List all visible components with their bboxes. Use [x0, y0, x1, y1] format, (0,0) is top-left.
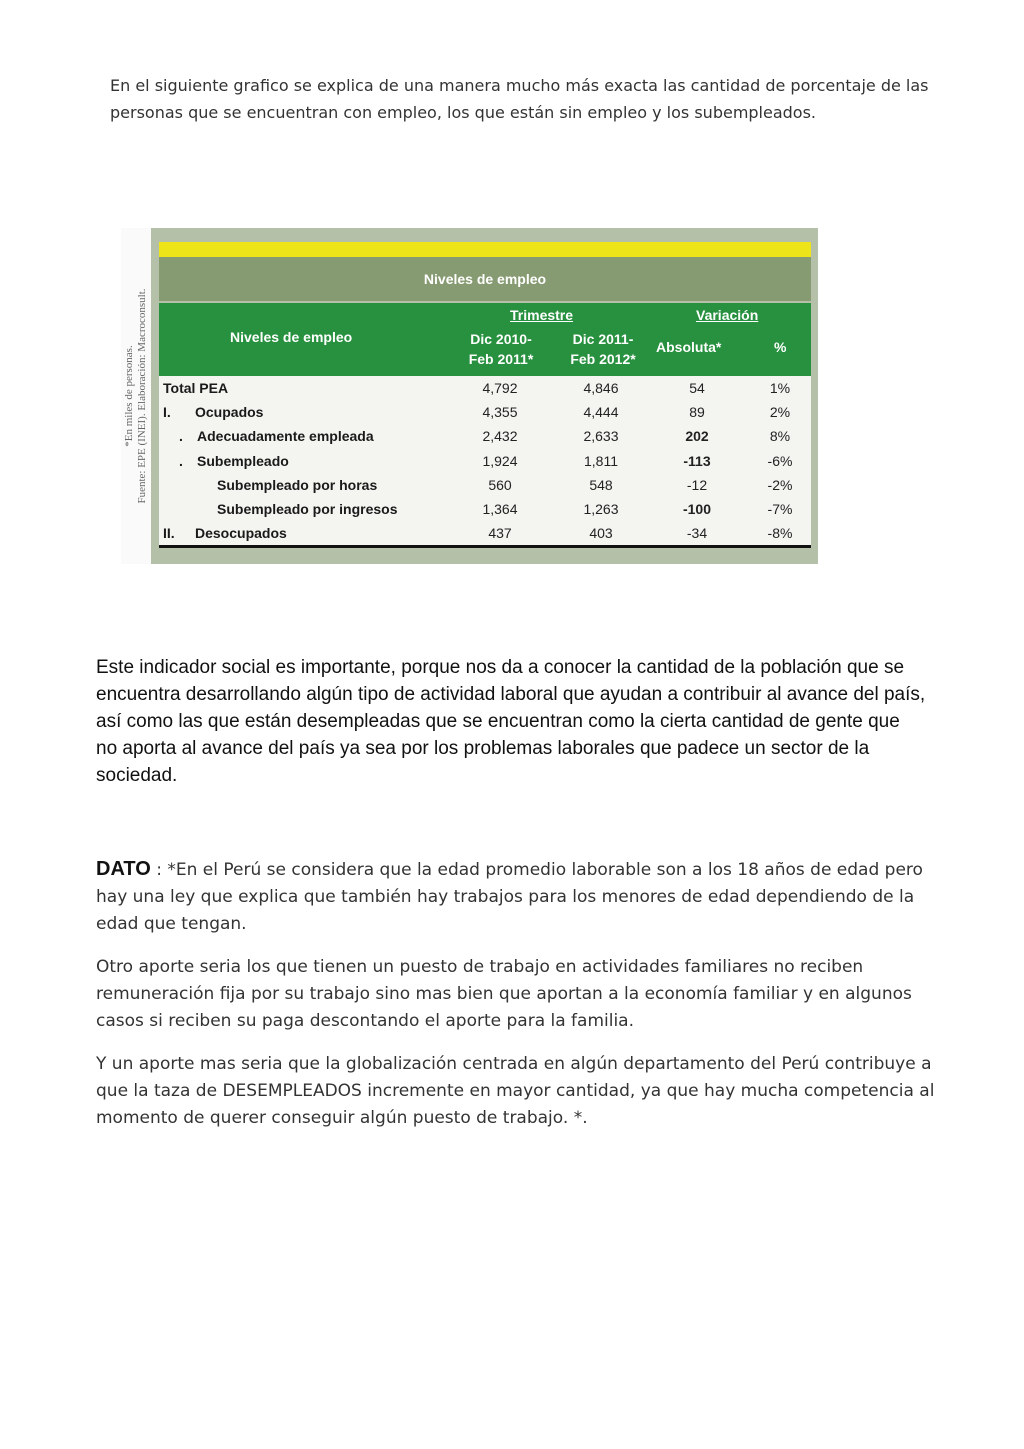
row-value-2010: 4,355: [482, 404, 518, 421]
row-value-2010: 2,432: [482, 428, 518, 445]
row-label: Total PEA: [163, 380, 229, 396]
row-value-2011: 4,444: [583, 404, 619, 421]
row-value-2010: 1,924: [482, 452, 518, 469]
header-group-variacion: Variación: [696, 307, 759, 323]
table-body: [159, 376, 811, 548]
row-label: Subempleado por ingresos: [217, 501, 398, 517]
aporte-paragraph-2: Y un aporte mas seria que la globalización centrada en algún departamento del Perú contribuye a que la taza de DESEMPLEADOS incremente en mayor cantidad, ya que hay mucha competencia al momento de querer conseguir algún puesto de trabajo. *.: [96, 1054, 935, 1128]
header-label: Niveles de empleo: [230, 329, 353, 345]
table-header: [159, 303, 811, 376]
row-variation-absolute: -113: [683, 452, 711, 469]
table-accent-bar: [159, 242, 811, 257]
row-variation-percent: -6%: [767, 452, 793, 469]
row-value-2011: 548: [589, 476, 613, 493]
row-label: Subempleado por horas: [217, 476, 378, 493]
row-variation-percent: -7%: [767, 501, 793, 517]
row-value-2011: 1,263: [583, 501, 619, 517]
dato-paragraph: [96, 856, 936, 938]
table-row: [159, 522, 811, 546]
row-value-2011: 1,811: [584, 452, 618, 469]
row-value-2010: 1,364: [482, 501, 518, 517]
row-value-2011: 403: [589, 525, 613, 542]
row-variation-absolute: -34: [686, 525, 708, 542]
row-value-2010: 4,792: [482, 380, 518, 396]
row-label: Desocupados: [195, 525, 287, 542]
row-label: Subempleado: [197, 452, 289, 469]
source-note: [121, 228, 151, 564]
table-row: [159, 377, 811, 401]
intro-paragraph: En el siguiente grafico se explica de una manera mucho más exacta las cantidad de porcentaje de las personas que se encuentran con empleo, los que están sin empleo y los subempleados.: [110, 76, 929, 122]
header-col-absoluta: Absoluta*: [656, 339, 722, 355]
dato-text: : *En el Perú se considera que la edad promedio laborable son a los 18 años de edad pero hay una ley que explica que también hay trabajos para los menores de edad dependiendo de la edad que tengan.: [96, 860, 923, 934]
table-row: [159, 450, 811, 474]
employment-table: [151, 228, 818, 564]
row-variation-percent: -2%: [767, 476, 793, 493]
row-value-2011: 2,633: [583, 428, 619, 445]
row-value-2010: 560: [488, 476, 512, 493]
row-variation-absolute: 54: [689, 380, 705, 396]
indicator-paragraph: Este indicador social es importante, porque nos da a conocer la cantidad de la población que se encuentra desarrollando algún tipo de actividad laboral que ayudan a contribuir al avance del país, así como las que están desempleadas que se encuentran como la cierta cantidad de gente que no aporta al avance del país ya sea por los problemas laborales que padece un sector de la sociedad.: [96, 657, 926, 786]
row-variation-percent: -8%: [767, 525, 793, 542]
source-note-text: *En miles de personas. Fuente: EPE (INEI). Elaboración: Macroconsult.: [123, 288, 148, 504]
dato-label: DATO: [96, 858, 151, 880]
row-prefix: I.: [163, 404, 171, 421]
row-prefix: .: [179, 428, 183, 445]
header-col-2010: Dic 2010- Feb 2011*: [468, 331, 534, 367]
row-variation-absolute: 89: [689, 404, 705, 421]
table-title: Niveles de empleo: [159, 257, 811, 301]
row-variation-absolute: 202: [685, 428, 709, 445]
row-label: Ocupados: [195, 404, 264, 421]
header-col-2011: Dic 2011- Feb 2012*: [570, 331, 636, 367]
header-group-trimestre: Trimestre: [510, 307, 574, 323]
row-label: Adecuadamente empleada: [197, 428, 374, 445]
row-prefix: II.: [163, 525, 175, 542]
row-value-2010: 437: [488, 525, 512, 542]
row-variation-percent: 2%: [769, 404, 791, 421]
table-row: [159, 425, 811, 449]
row-value-2011: 4,846: [583, 380, 619, 396]
table-row: [159, 498, 811, 522]
row-prefix: .: [179, 452, 183, 469]
table-row: [159, 401, 811, 425]
table-row: [159, 474, 811, 498]
row-variation-absolute: -100: [682, 501, 712, 517]
employment-table-image: [121, 228, 818, 564]
header-col-percent: %: [774, 339, 787, 355]
row-variation-percent: 1%: [769, 380, 791, 396]
row-variation-absolute: -12: [686, 476, 708, 493]
row-variation-percent: 8%: [769, 428, 791, 445]
aporte-paragraph-1: Otro aporte seria los que tienen un puesto de trabajo en actividades familiares no reciben remuneración fija por su trabajo sino mas bien que aportan a la economía familiar y en algunos casos si reciben su paga descontando el aporte para la familia.: [96, 957, 912, 1031]
